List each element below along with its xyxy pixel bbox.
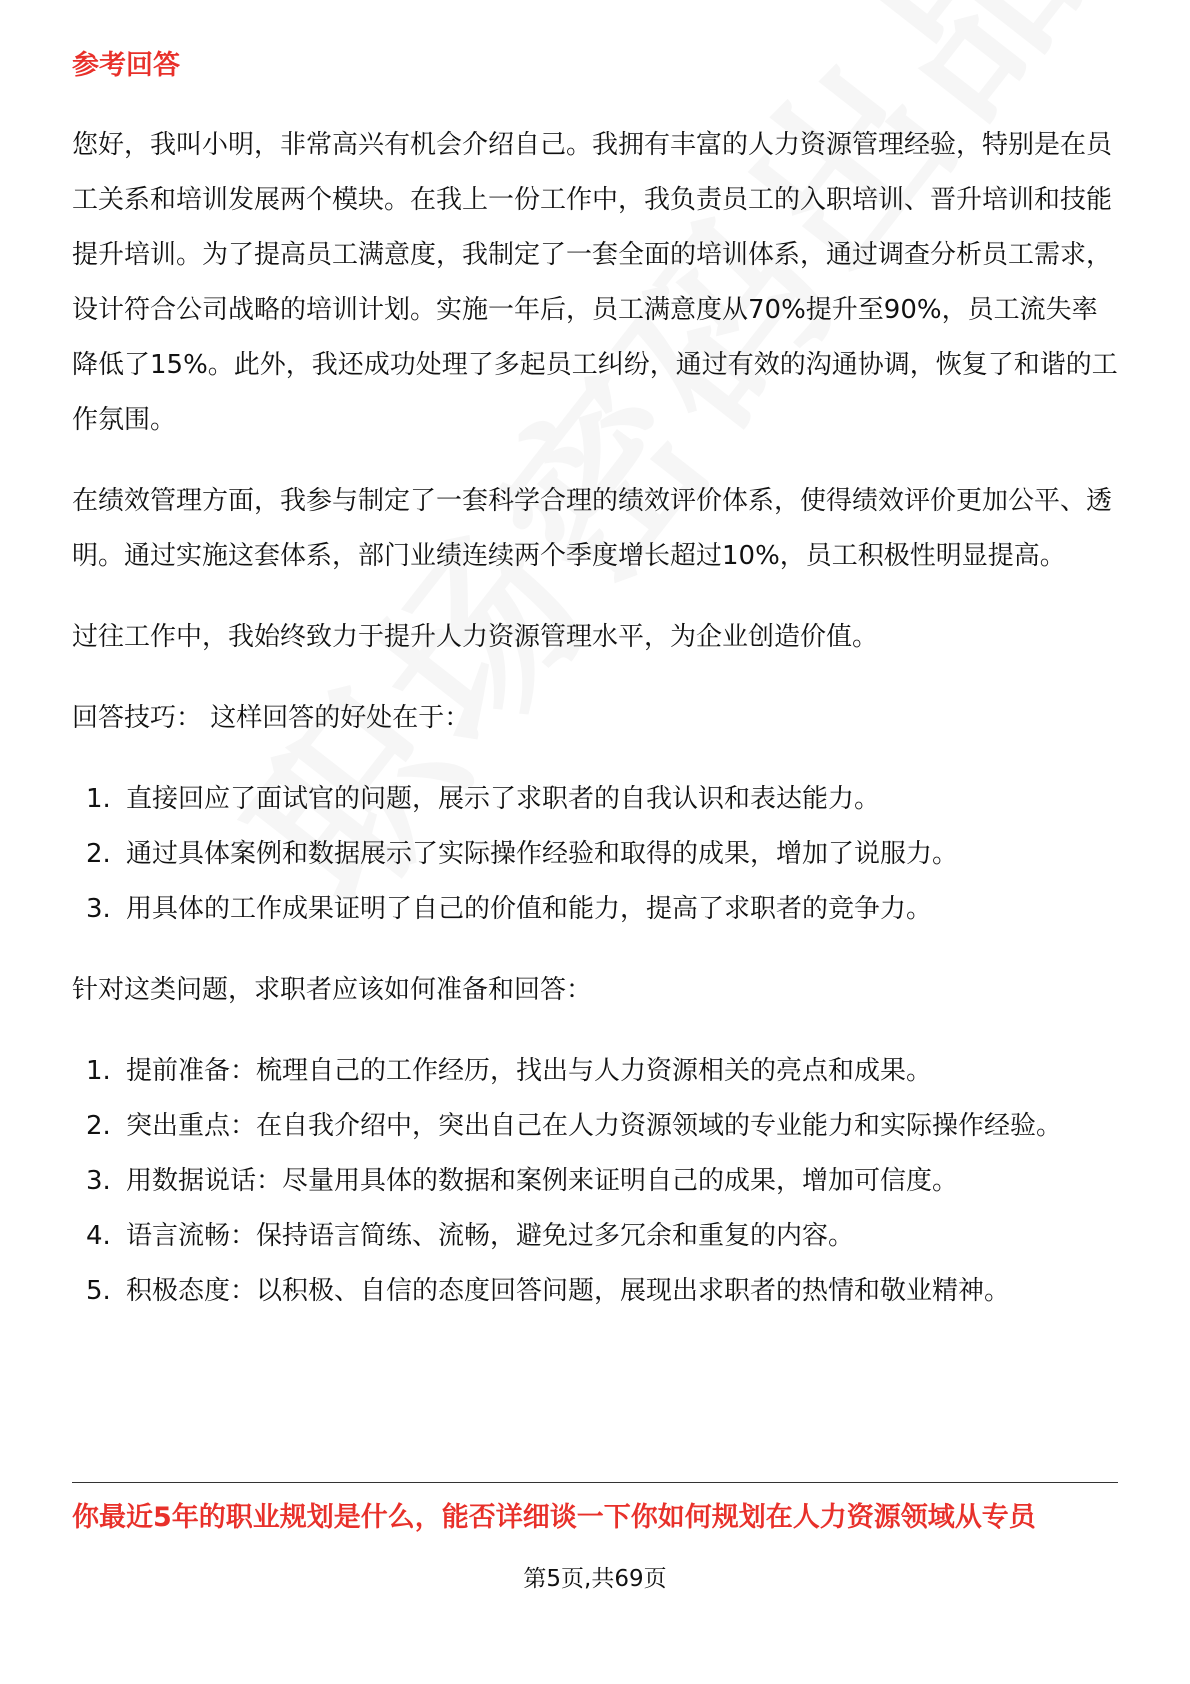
divider (72, 1482, 1118, 1483)
tips-list (72, 772, 1118, 937)
list-item (72, 1044, 1118, 1099)
list-number: 4. (86, 1221, 111, 1251)
list-number: 1. (86, 1056, 111, 1086)
list-number: 3. (86, 894, 111, 924)
list-item-text: 用数据说话：尽量用具体的数据和案例来证明自己的成果，增加可信度。 (126, 1166, 959, 1196)
intro-paragraph: 您好，我叫小明，非常高兴有机会介绍自己。我拥有丰富的人力资源管理经验，特别是在员工关系和培训发展两个模块。在我上一份工作中，我负责员工的入职培训、晋升培训和技能提升培训。为了提高员工满意度，我制定了一套全面的培训体系，通过调查分析员工需求，设计符合公司战略的培训计划。实施一年后，员工满意度从70%提升至90%，员工流失率降低了15%。此外，我还成功处理了多起员工纠纷，通过有效的沟通协调，恢复了和谐的工作氛围。 (72, 130, 1118, 435)
list-item-text: 用具体的工作成果证明了自己的价值和能力，提高了求职者的竞争力。 (126, 894, 933, 924)
list-item-text: 语言流畅：保持语言简练、流畅，避免过多冗余和重复的内容。 (126, 1221, 855, 1251)
prep-list (72, 1044, 1118, 1319)
list-item-text: 通过具体案例和数据展示了实际操作经验和取得的成果，增加了说服力。 (126, 839, 959, 869)
prep-heading: 针对这类问题，求职者应该如何准备和回答： (72, 975, 593, 1005)
summary-paragraph: 过往工作中，我始终致力于提升人力资源管理水平，为企业创造价值。 (72, 622, 879, 652)
tips-heading: 回答技巧： 这样回答的好处在于： (72, 703, 471, 733)
page-number: 第5页,共69页 (523, 1566, 667, 1592)
list-number: 1. (86, 784, 111, 814)
content-area (72, 46, 1118, 1319)
section-title: 参考回答 (72, 50, 180, 81)
list-number: 2. (86, 1111, 111, 1141)
list-number: 3. (86, 1166, 111, 1196)
list-number: 2. (86, 839, 111, 869)
list-item (72, 1209, 1118, 1264)
list-item-text: 突出重点：在自我介绍中，突出自己在人力资源领域的专业能力和实际操作经验。 (126, 1111, 1063, 1141)
next-question-heading: 你最近5年的职业规划是什么，能否详细谈一下你如何规划在人力资源领域从专员 (72, 1502, 1036, 1533)
list-item (72, 827, 1118, 882)
list-item (72, 1264, 1118, 1319)
list-item-text: 积极态度：以积极、自信的态度回答问题，展现出求职者的热情和敬业精神。 (126, 1276, 1011, 1306)
list-item (72, 1099, 1118, 1154)
list-item-text: 提前准备：梳理自己的工作经历，找出与人力资源相关的亮点和成果。 (126, 1056, 933, 1086)
list-item (72, 772, 1118, 827)
list-number: 5. (86, 1276, 111, 1306)
list-item (72, 882, 1118, 937)
performance-paragraph: 在绩效管理方面，我参与制定了一套科学合理的绩效评价体系，使得绩效评价更加公平、透明。通过实施这套体系，部门业绩连续两个季度增长超过10%，员工积极性明显提高。 (72, 486, 1113, 571)
list-item-text: 直接回应了面试官的问题，展示了求职者的自我认识和表达能力。 (126, 784, 881, 814)
list-item (72, 1154, 1118, 1209)
